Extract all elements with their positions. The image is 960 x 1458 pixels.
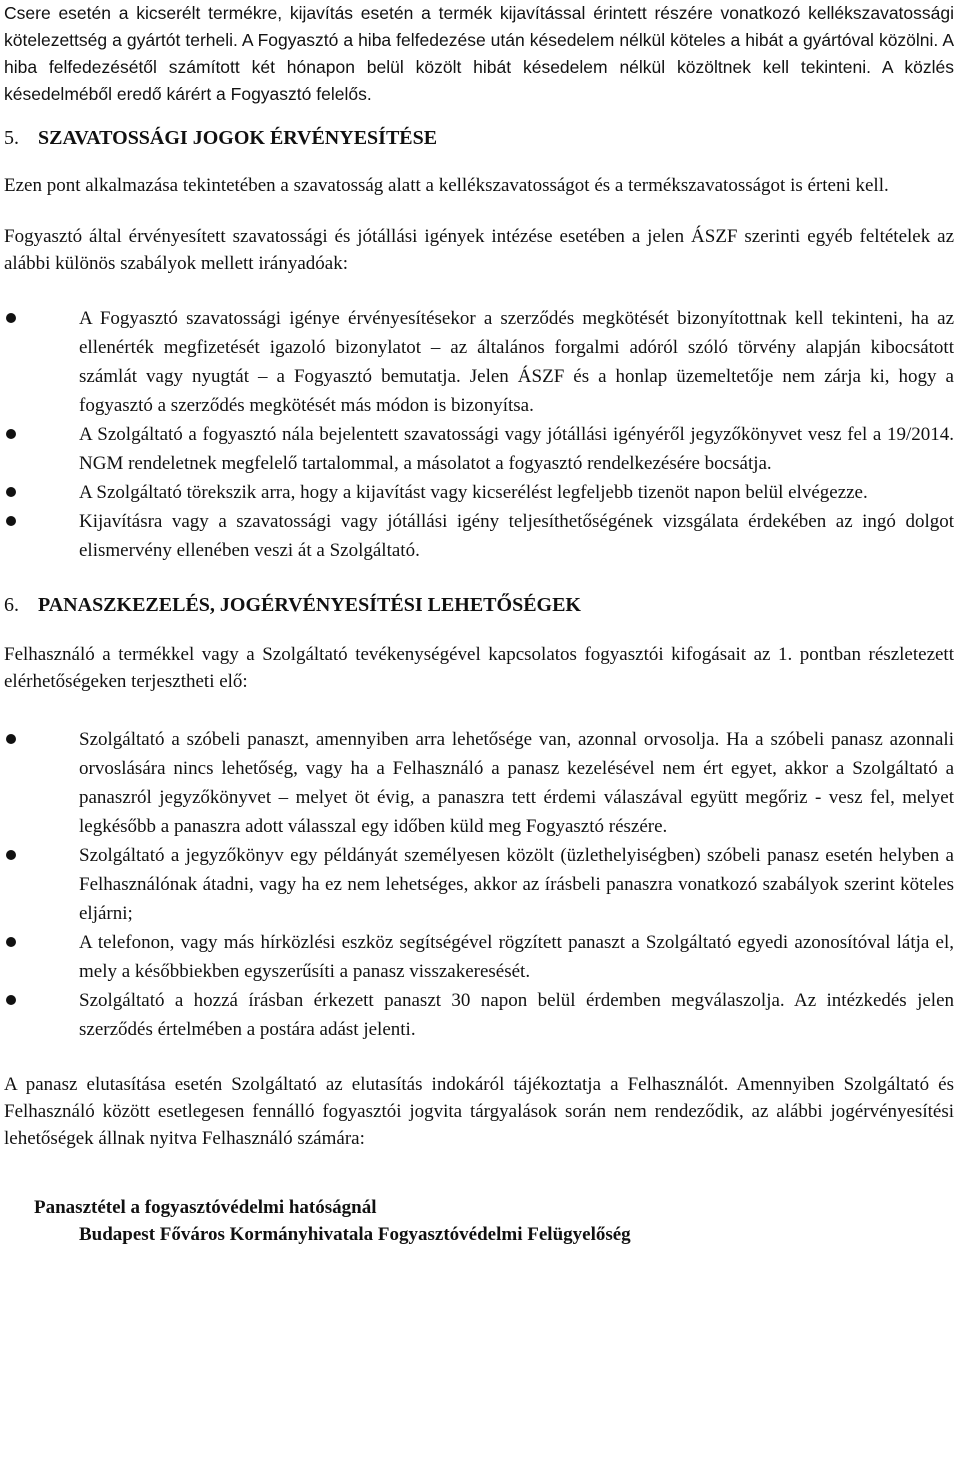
section-6-heading <box>4 591 954 619</box>
section-6-bullet-list <box>4 725 954 1044</box>
section-5-title: SZAVATOSSÁGI JOGOK ÉRVÉNYESÍTÉSE <box>38 127 438 149</box>
list-item-text: Szolgáltató a jegyzőkönyv egy példányát személyesen közölt (üzlethelyiségben) szóbeli panasz esetén helyben a Felhasználónak átadni, vagy ha ez nem lehetséges, akkor az írásbeli panaszra vonatkozó szabályok szerint köteles eljárni; <box>79 845 954 924</box>
authority-name: Budapest Főváros Kormányhivatala Fogyasztóvédelmi Felügyelőség <box>79 1224 631 1245</box>
list-item-text: A Fogyasztó szavatossági igénye érvényesítésekor a szerződés megkötését bizonyítottnak kell tekinteni, ha az ellenérték megfizetését igazoló bizonylatot – az általános forgalmi adóról szóló törvény alapján kibocsátott számlát vagy nyugtát – a Fogyasztó bemutatja. Jelen ÁSZF és a honlap üzemeltetője nem zárja ki, hogy a fogyasztó a szerződés megkötését más módon is bizonyítsa. <box>79 308 954 416</box>
section-6-paragraph-1: Felhasználó a termékkel vagy a Szolgáltató tevékenységével kapcsolatos fogyasztói kifogásait az 1. pontban részletezett elérhetőségeken terjesztheti elő: <box>4 644 954 692</box>
bullet-icon <box>6 487 16 497</box>
list-item-text: A Szolgáltató törekszik arra, hogy a kijavítást vagy kicserélést legfeljebb tizenöt napon belül elvégezze. <box>79 482 868 503</box>
bullet-icon <box>6 429 16 439</box>
section-5-heading <box>4 124 954 152</box>
list-item <box>4 725 954 841</box>
list-item-text: A telefonon, vagy más hírközlési eszköz segítségével rögzített panaszt a Szolgáltató egyedi azonosítóval látja el, mely a későbbiekben egyszerűsíti a panasz visszakeresését. <box>79 932 954 982</box>
list-item-text: Szolgáltató a szóbeli panaszt, amennyiben arra lehetősége van, azonnal orvosolja. Ha a szóbeli panasz azonnali orvoslására nincs lehetőség, vagy ha a Felhasználó a panasz kezelésével nem ért egyet, akkor a Szolgáltató a panaszról jegyzőkönyvet – melyet öt évig, a panaszra tett érdemi válaszával együtt megőriz - vesz fel, melyet legkésőbb a panaszra adott válasszal egy időben küld meg Fogyasztó részére. <box>79 729 954 837</box>
section-5-number: 5. <box>4 127 19 149</box>
bullet-icon <box>6 734 16 744</box>
list-item <box>4 478 954 507</box>
bullet-icon <box>6 995 16 1005</box>
list-item-text: Kijavításra vagy a szavatossági vagy jótállási igény teljesíthetőségének vizsgálata érdekében az ingó dolgot elismervény ellenében veszi át a Szolgáltató. <box>79 511 954 561</box>
list-item-text: A Szolgáltató a fogyasztó nála bejelentett szavatossági vagy jótállási igényéről jegyzőkönyvet vesz fel a 19/2014. NGM rendeletnek megfelelő tartalommal, a másolatot a fogyasztó rendelkezésére bocsátja. <box>79 424 954 474</box>
list-item-text: Szolgáltató a hozzá írásban érkezett panaszt 30 napon belül érdemben megválaszolja. Az intézkedés jelen szerződés értelmében a postára adást jelenti. <box>79 990 954 1040</box>
section-6-number: 6. <box>4 594 19 616</box>
section-6-paragraph-2: A panasz elutasítása esetén Szolgáltató az elutasítás indokáról tájékoztatja a Felhasználót. Amennyiben Szolgáltató és Felhasználó között esetlegesen fennálló fogyasztói jogvita tárgyalások során nem rendeződik, az alábbi jogérvényesítési lehetőségek állnak nyitva Felhasználó számára: <box>4 1074 954 1149</box>
intro-paragraph: Csere esetén a kicserélt termékre, kijavítás esetén a termék kijavítással érintett részére vonatkozó kellékszavatossági kötelezettség a gyártót terheli. A Fogyasztó a hiba felfedezése után késedelem nélkül köteles a hibát a gyártóval közölni. A hiba felfedezésétől számított két hónapon belül közölt hibát késedelem nélkül közöltnek kell tekinteni. A közlés késedelméből eredő kárért a Fogyasztó felelős. <box>4 3 954 104</box>
bullet-icon <box>6 937 16 947</box>
list-item <box>4 507 954 565</box>
list-item <box>4 420 954 478</box>
list-item <box>4 841 954 928</box>
list-item <box>4 986 954 1044</box>
section-5-paragraph-2: Fogyasztó által érvényesített szavatossági és jótállási igények intézése esetében a jelen ÁSZF szerinti egyéb feltételek az alábbi különös szabályok mellett irányadóak: <box>4 226 954 274</box>
document-page <box>4 0 954 1248</box>
bullet-icon <box>6 850 16 860</box>
list-item <box>4 304 954 420</box>
list-item <box>4 928 954 986</box>
section-5-bullet-list <box>4 304 954 565</box>
section-6-title: PANASZKEZELÉS, JOGÉRVÉNYESÍTÉSI LEHETŐSÉGEK <box>38 594 581 616</box>
section-5-paragraph-1: Ezen pont alkalmazása tekintetében a szavatosság alatt a kellékszavatosságot és a termékszavatosságot is érteni kell. <box>4 175 889 196</box>
authority-heading: Panasztétel a fogyasztóvédelmi hatóságnál <box>34 1197 377 1218</box>
bullet-icon <box>6 313 16 323</box>
bullet-icon <box>6 516 16 526</box>
